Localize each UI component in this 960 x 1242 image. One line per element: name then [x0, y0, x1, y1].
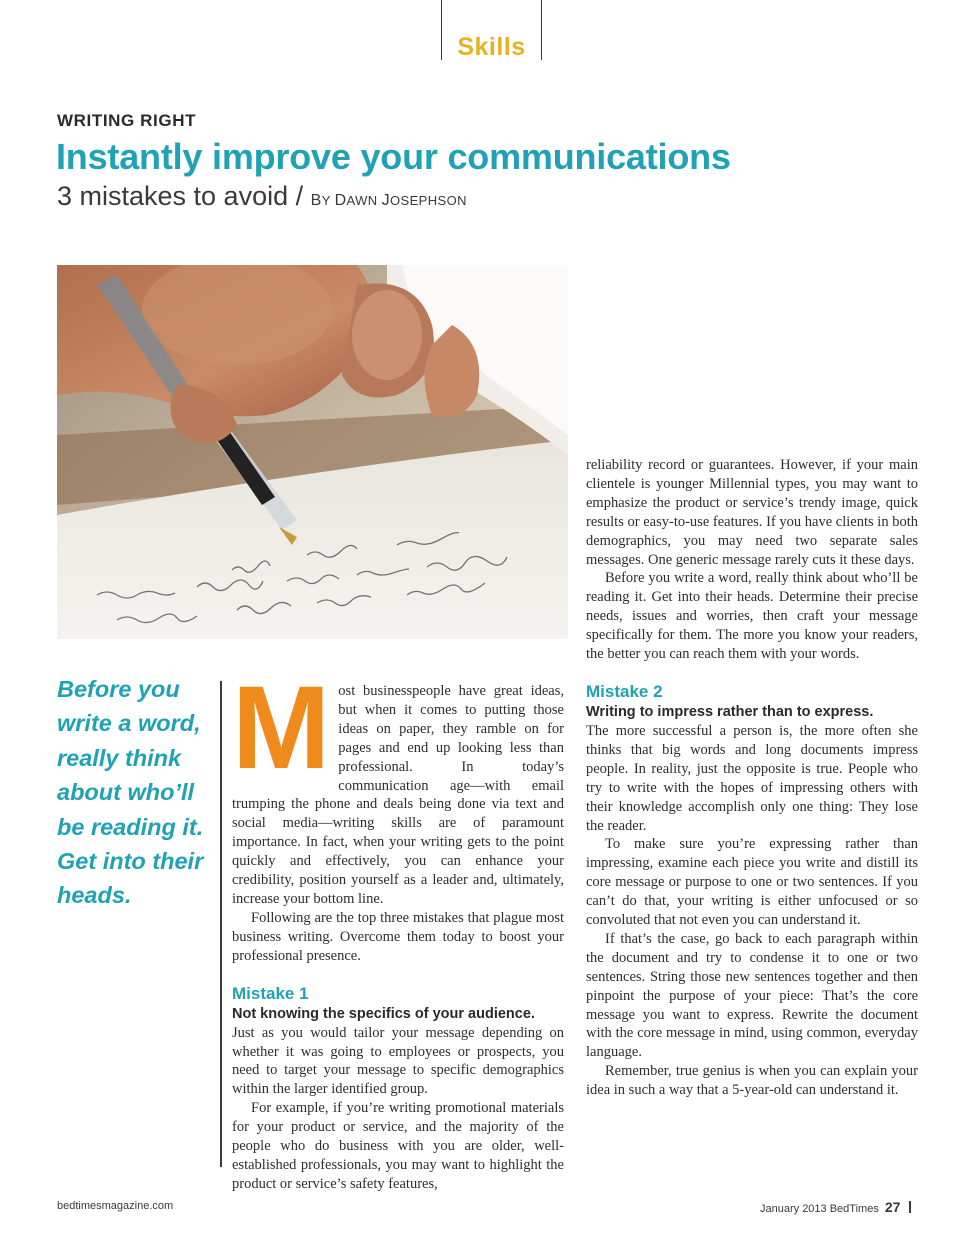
paragraph: Before you write a word, really think about who’ll be reading it. Get into their heads. Determine their precise needs, issues and worries, then craft your message specifically for them. The more you know your readers, the better you can reach them with your words.: [586, 570, 918, 663]
issue-label: January 2013 BedTimes: [760, 1203, 879, 1215]
pull-quote: Before you write a word, really think about who’ll be reading it. Get into their heads.: [57, 676, 204, 909]
hand-writing-with-pen-photo: [57, 265, 568, 639]
byline: BY DAWN JOSEPHSON: [310, 192, 467, 209]
paragraph: To make sure you’re expressing rather than impressing, examine each piece you write and distill its core message or purpose to one or two sentences. If you can’t do that, your writing is either unfocused or so convoluted that not even you can understand it.: [586, 836, 918, 929]
paragraph: For example, if you’re writing promotional materials for your product or service, and the majority of the people who do business with you are older, well-established professionals, you may want to highlight the product or service’s safety features,: [232, 1100, 564, 1192]
section-label: Skills: [457, 33, 526, 61]
paragraph: The more successful a person is, the more often she thinks that big words and long documents impress people. In reality, just the opposite is true. People who try to write with the hopes of impressing others with their knowledge accomplish only one thing: They lose the reader.: [586, 722, 918, 834]
paragraph: If that’s the case, go back to each paragraph within the document and try to condense it to one or two sentences. String those new sentences together and then pinpoint the purpose of your piece: That’s the core message you want to express. Rewrite the document with the core message in mind, using common, everyday language.: [586, 930, 918, 1061]
page-number: 27: [884, 1199, 901, 1215]
footer-rule: [909, 1201, 911, 1213]
article-column-2: [586, 456, 918, 1100]
mistake-2-subheading: Writing to impress rather than to express.: [586, 703, 874, 720]
drop-cap: M: [232, 662, 329, 794]
deck-text: 3 mistakes to avoid /: [57, 181, 304, 211]
footer-website[interactable]: bedtimesmagazine.com: [57, 1200, 174, 1212]
intro-paragraph: Most businesspeople have great ideas, but when it comes to putting those ideas on paper, they ramble on for pages and end up looking less than professional. In today’s communication age—with email trumping the phone and deals being done via text and social media—writing skills are of paramount importance. In fact, when your writing gets to the point quickly and effectively, you can enhance your credibility, position yourself as a leader and, ultimately, increase your bottom line.: [232, 662, 564, 907]
paragraph: Following are the top three mistakes that plague most business writing. Overcome them today to boost your professional presence.: [232, 909, 564, 964]
column-divider: [220, 681, 222, 1167]
section-tab: [441, 0, 542, 60]
mistake-1-subheading: Not knowing the specifics of your audience.: [232, 1005, 535, 1022]
paragraph: Remember, true genius is when you can explain your idea in such a way that a 5-year-old can understand it.: [586, 1063, 918, 1099]
footer-issue: [760, 1199, 911, 1215]
kicker: WRITING RIGHT: [57, 111, 197, 130]
deck: [57, 181, 467, 212]
paragraph: Just as you would tailor your message depending on whether it was going to employees or prospects, you need to target your message to specific demographics within the larger identified group.: [232, 1024, 564, 1098]
article-column-1: [232, 662, 564, 1194]
mistake-1-heading: Mistake 1: [232, 983, 309, 1003]
headline: Instantly improve your communications: [56, 136, 731, 177]
paragraph: reliability record or guarantees. However, if your main clientele is younger Millennial types, you may want to emphasize the product or service’s trendy image, quick results or easy-to-use features. If you have clients in both demographics, you may need two separate sales messages. One generic message rarely cuts it these days.: [586, 457, 918, 568]
mistake-2-heading: Mistake 2: [586, 681, 663, 701]
